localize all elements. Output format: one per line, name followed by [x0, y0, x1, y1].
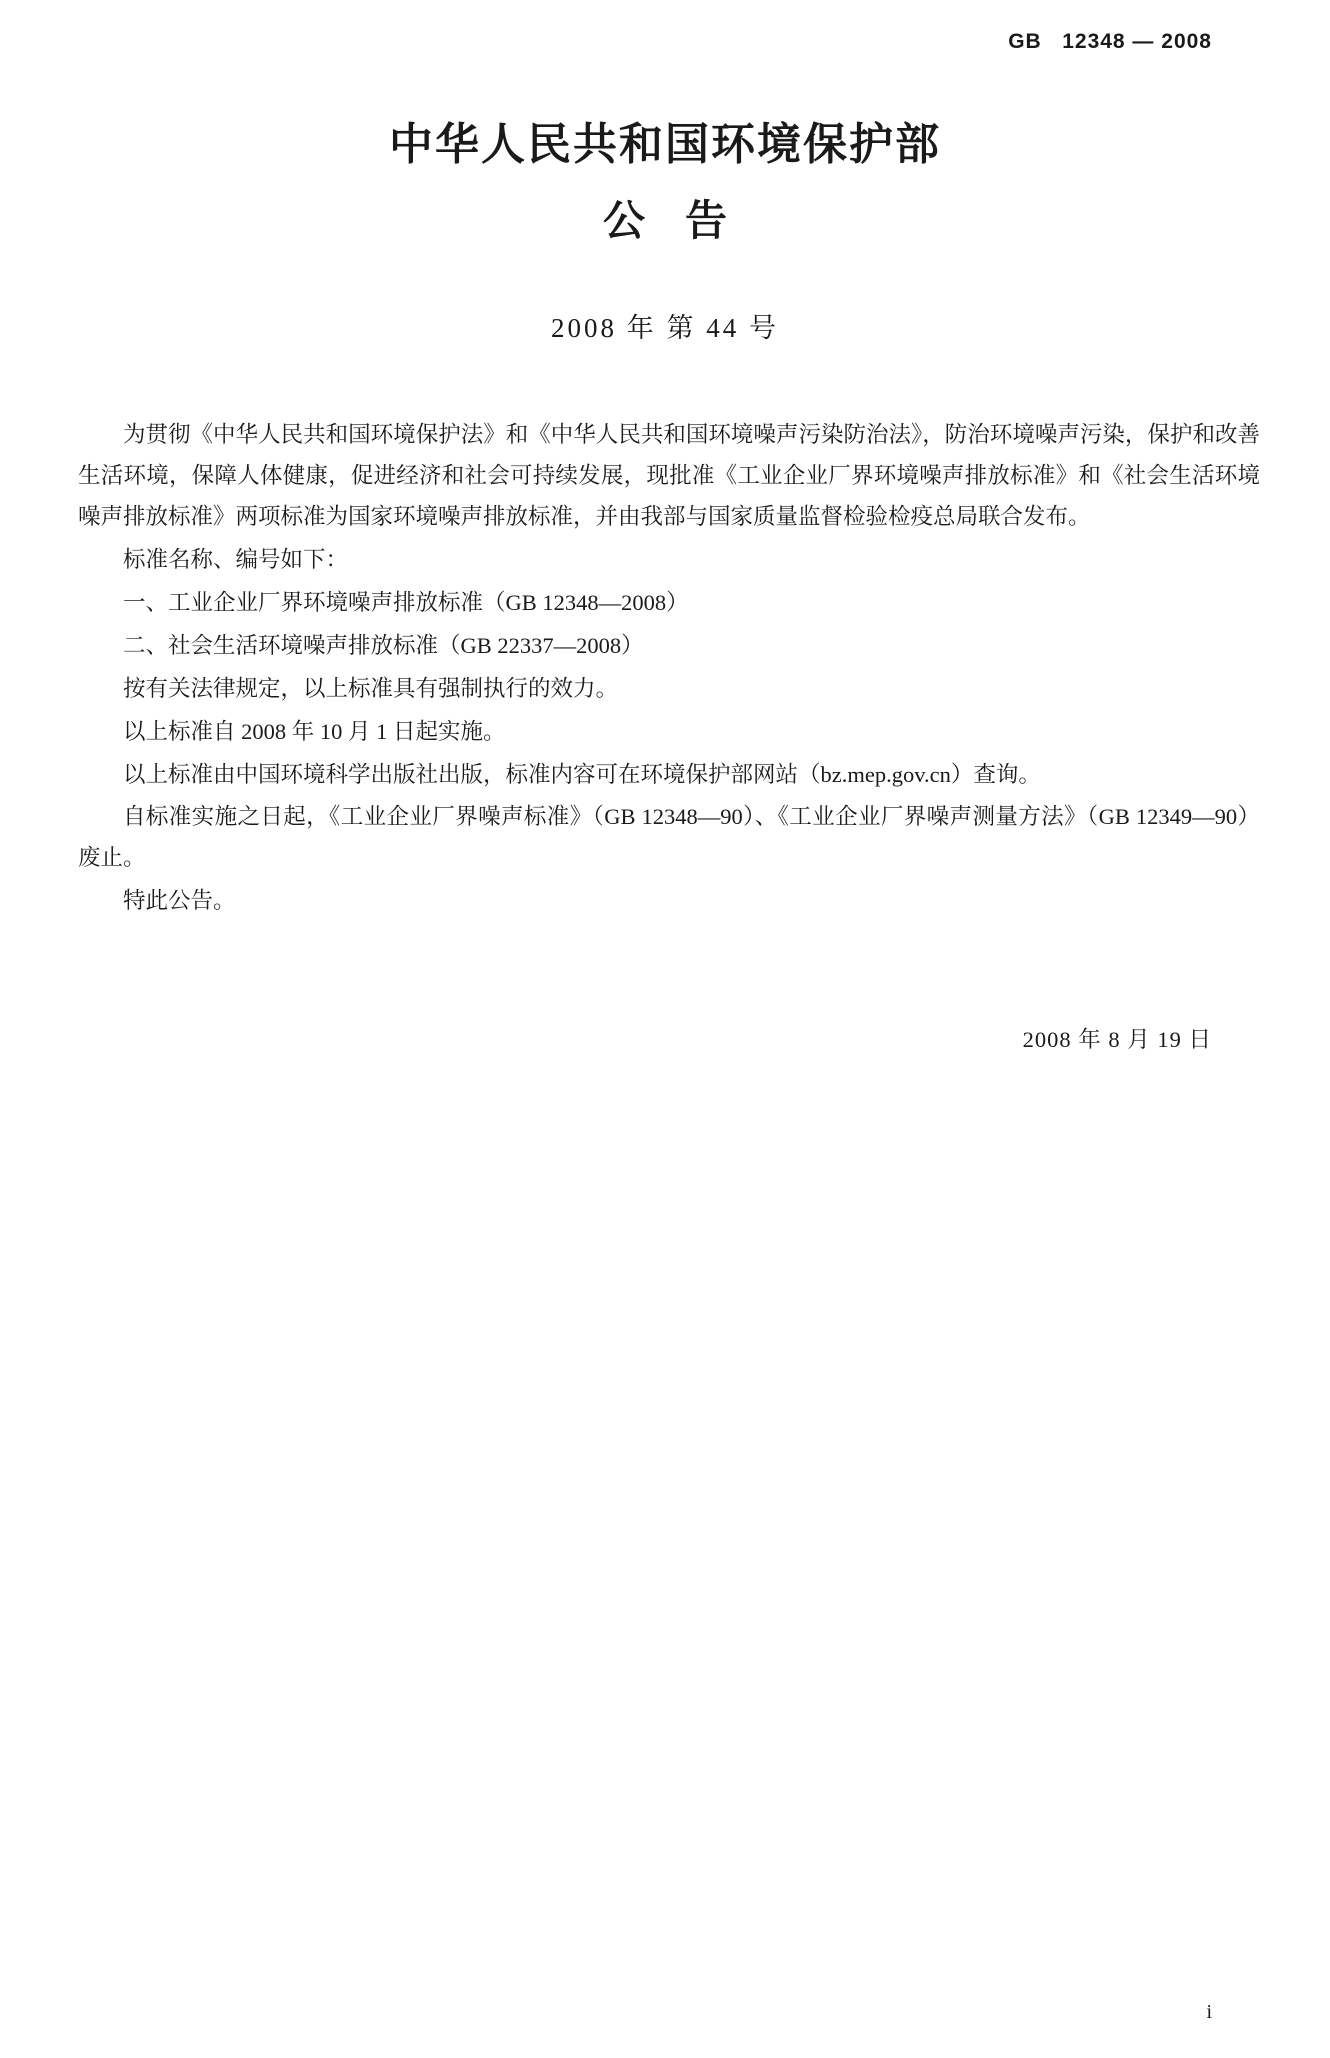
document-number: 2008 年 第 44 号 [551, 313, 779, 344]
page-number: i [1206, 2001, 1212, 2023]
document-body [78, 415, 1260, 924]
document-type-title: 公告 [602, 199, 767, 246]
body-paragraph-4: 以上标准自 2008 年 10 月 1 日起实施。 [123, 718, 506, 744]
signature-date: 2008 年 8 月 19 日 [1022, 1027, 1212, 1052]
body-paragraph-2: 标准名称、编号如下： [123, 546, 349, 572]
body-paragraph-3: 按有关法律规定，以上标准具有强制执行的效力。 [123, 675, 619, 701]
body-paragraph-5: 以上标准由中国环境科学出版社出版，标准内容可在环境保护部网站（bz.mep.gov.cn）查询。 [123, 761, 1041, 787]
title-block [0, 115, 1330, 345]
body-paragraph-1: 为贯彻《中华人民共和国环境保护法》和《中华人民共和国环境噪声污染防治法》，防治环境噪声污染，保护和改善生活环境，保障人体健康，促进经济和社会可持续发展，现批准《工业企业厂界环境噪声排放标准》和《社会生活环境噪声排放标准》两项标准为国家环境噪声排放标准，并由我部与国家质量监督检验检疫总局联合发布。 [78, 422, 1260, 529]
issuing-organization-title: 中华人民共和国环境保护部 [389, 120, 941, 169]
body-paragraph-7: 特此公告。 [123, 888, 236, 914]
standard-code-header: GB 12348 — 2008 [1008, 30, 1212, 53]
standard-list-item-1: 一、工业企业厂界环境噪声排放标准（GB 12348—2008） [123, 589, 689, 615]
standard-list-item-2: 二、社会生活环境噪声排放标准（GB 22337—2008） [123, 632, 644, 658]
body-paragraph-6: 自标准实施之日起，《工业企业厂界噪声标准》（GB 12348—90）、《工业企业厂界噪声测量方法》（GB 12349—90）废止。 [78, 804, 1260, 871]
